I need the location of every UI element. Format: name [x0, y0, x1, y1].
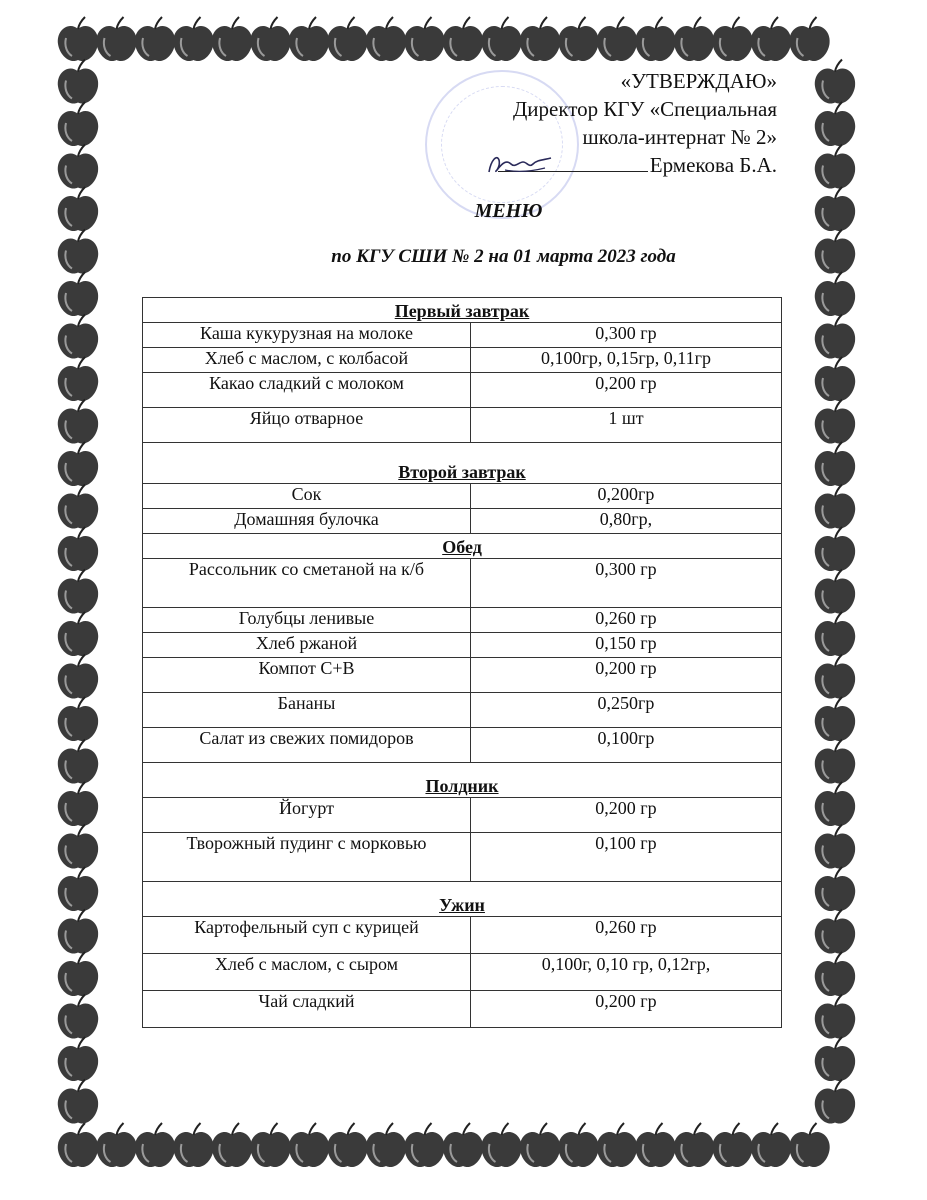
apple-icon	[712, 1123, 752, 1167]
menu-item-name: Творожный пудинг с морковью	[143, 833, 471, 882]
menu-item-name: Бананы	[143, 693, 471, 728]
apple-icon	[815, 867, 855, 911]
apple-icon	[58, 400, 98, 444]
signature-icon	[485, 150, 555, 180]
apple-icon	[815, 102, 855, 146]
apple-icon	[58, 655, 98, 699]
apple-icon	[815, 442, 855, 486]
section-title: Второй завтрак	[143, 443, 782, 484]
section-row	[143, 882, 782, 917]
apple-icon	[815, 60, 855, 104]
apple-icon	[58, 60, 98, 104]
apple-icon	[404, 17, 444, 61]
menu-item-name: Яйцо отварное	[143, 408, 471, 443]
apple-icon	[815, 272, 855, 316]
section-row	[143, 534, 782, 559]
apple-icon	[58, 825, 98, 869]
section-title: Обед	[143, 534, 782, 559]
apple-icon	[366, 1123, 406, 1167]
section-row	[143, 763, 782, 798]
apple-icon	[58, 357, 98, 401]
apple-icon	[815, 655, 855, 699]
menu-item-row	[143, 509, 782, 534]
apple-icon	[815, 612, 855, 656]
menu-item-quantity: 0,100гр	[471, 728, 782, 763]
approval-organization: школа-интернат № 2»	[582, 125, 777, 149]
menu-item-row	[143, 373, 782, 408]
apple-icon	[58, 612, 98, 656]
apple-icon	[815, 1080, 855, 1124]
apple-icon	[815, 570, 855, 614]
apple-icon	[58, 867, 98, 911]
apple-icon	[58, 272, 98, 316]
apple-icon	[815, 952, 855, 996]
apple-icon	[404, 1123, 444, 1167]
menu-item-name: Сок	[143, 484, 471, 509]
menu-item-quantity: 0,100гр, 0,15гр, 0,11гр	[471, 348, 782, 373]
apple-icon	[327, 1123, 367, 1167]
menu-item-quantity: 0,260 гр	[471, 608, 782, 633]
apple-icon	[481, 17, 521, 61]
apple-icon	[96, 1123, 136, 1167]
apple-icon	[635, 1123, 675, 1167]
menu-item-quantity: 0,200 гр	[471, 991, 782, 1028]
apple-icon	[58, 1080, 98, 1124]
apple-icon	[58, 995, 98, 1039]
apple-icon	[520, 17, 560, 61]
apple-icon	[58, 910, 98, 954]
apple-icon	[815, 995, 855, 1039]
apple-icon	[366, 17, 406, 61]
menu-item-row	[143, 559, 782, 608]
menu-item-name: Хлеб с маслом, с сыром	[143, 954, 471, 991]
apple-icon	[58, 1123, 98, 1167]
apple-icon	[481, 1123, 521, 1167]
apple-icon	[815, 485, 855, 529]
menu-item-row	[143, 323, 782, 348]
apple-icon	[815, 315, 855, 359]
menu-item-name: Хлеб ржаной	[143, 633, 471, 658]
menu-item-row	[143, 693, 782, 728]
apple-icon	[520, 1123, 560, 1167]
apple-icon	[289, 17, 329, 61]
section-row	[143, 298, 782, 323]
menu-item-name: Каша кукурузная на молоке	[143, 323, 471, 348]
menu-item-name: Картофельный суп с курицей	[143, 917, 471, 954]
approval-heading: «УТВЕРЖДАЮ»	[620, 69, 777, 93]
apple-icon	[327, 17, 367, 61]
apple-icon	[250, 17, 290, 61]
menu-item-row	[143, 991, 782, 1028]
apple-icon	[250, 1123, 290, 1167]
apple-icon	[815, 527, 855, 571]
apple-icon	[58, 145, 98, 189]
apple-icon	[751, 17, 791, 61]
apple-icon	[58, 697, 98, 741]
apple-icon	[58, 17, 98, 61]
apple-icon	[635, 17, 675, 61]
section-title: Полдник	[143, 763, 782, 798]
menu-item-quantity: 0,100г, 0,10 гр, 0,12гр,	[471, 954, 782, 991]
menu-item-row	[143, 633, 782, 658]
menu-subtitle: по КГУ СШИ № 2 на 01 марта 2023 года	[331, 246, 676, 267]
menu-item-row	[143, 798, 782, 833]
apple-icon	[674, 17, 714, 61]
apple-icon	[815, 910, 855, 954]
menu-item-quantity: 0,300 гр	[471, 323, 782, 348]
apple-icon	[443, 17, 483, 61]
apple-icon	[58, 102, 98, 146]
apple-icon	[58, 570, 98, 614]
menu-item-row	[143, 954, 782, 991]
menu-title: МЕНЮ	[474, 200, 543, 222]
apple-icon	[751, 1123, 791, 1167]
menu-item-row	[143, 917, 782, 954]
menu-item-quantity: 0,80гр,	[471, 509, 782, 534]
menu-item-row	[143, 484, 782, 509]
menu-table	[142, 297, 782, 1028]
apple-icon	[674, 1123, 714, 1167]
menu-item-quantity: 1 шт	[471, 408, 782, 443]
apple-icon	[597, 17, 637, 61]
apple-icon	[58, 740, 98, 784]
apple-icon	[173, 1123, 213, 1167]
apple-icon	[58, 442, 98, 486]
apple-icon	[597, 1123, 637, 1167]
menu-item-quantity: 0,150 гр	[471, 633, 782, 658]
apple-icon	[58, 782, 98, 826]
menu-item-row	[143, 658, 782, 693]
apple-icon	[789, 17, 829, 61]
approval-signer: Ермекова Б.А.	[649, 153, 777, 177]
menu-item-name: Домашняя булочка	[143, 509, 471, 534]
menu-item-name: Какао сладкий с молоком	[143, 373, 471, 408]
apple-icon	[815, 697, 855, 741]
apple-icon	[558, 1123, 598, 1167]
menu-item-quantity: 0,100 гр	[471, 833, 782, 882]
menu-item-quantity: 0,260 гр	[471, 917, 782, 954]
menu-item-row	[143, 348, 782, 373]
apple-icon	[58, 315, 98, 359]
menu-item-quantity: 0,200гр	[471, 484, 782, 509]
apple-icon	[58, 485, 98, 529]
apple-icon	[815, 1037, 855, 1081]
apple-icon	[58, 527, 98, 571]
apple-icon	[212, 17, 252, 61]
menu-item-name: Голубцы ленивые	[143, 608, 471, 633]
apple-icon	[815, 740, 855, 784]
apple-icon	[212, 1123, 252, 1167]
menu-item-quantity: 0,200 гр	[471, 658, 782, 693]
approval-position: Директор КГУ «Специальная	[512, 97, 777, 121]
apple-icon	[815, 400, 855, 444]
menu-item-quantity: 0,250гр	[471, 693, 782, 728]
section-title: Первый завтрак	[143, 298, 782, 323]
apple-icon	[815, 357, 855, 401]
menu-item-name: Компот С+В	[143, 658, 471, 693]
menu-item-name: Йогурт	[143, 798, 471, 833]
menu-item-quantity: 0,200 гр	[471, 798, 782, 833]
menu-item-name: Рассольник со сметаной на к/б	[143, 559, 471, 608]
menu-item-name: Салат из свежих помидоров	[143, 728, 471, 763]
apple-icon	[135, 1123, 175, 1167]
apple-icon	[558, 17, 598, 61]
apple-icon	[289, 1123, 329, 1167]
apple-icon	[712, 17, 752, 61]
apple-icon	[173, 17, 213, 61]
apple-icon	[815, 145, 855, 189]
apple-icon	[96, 17, 136, 61]
apple-icon	[135, 17, 175, 61]
menu-item-row	[143, 728, 782, 763]
apple-icon	[58, 952, 98, 996]
menu-item-row	[143, 408, 782, 443]
section-title: Ужин	[143, 882, 782, 917]
menu-item-name: Чай сладкий	[143, 991, 471, 1028]
section-row	[143, 443, 782, 484]
menu-item-row	[143, 608, 782, 633]
menu-item-quantity: 0,200 гр	[471, 373, 782, 408]
apple-icon	[58, 1037, 98, 1081]
menu-item-name: Хлеб с маслом, с колбасой	[143, 348, 471, 373]
apple-icon	[789, 1123, 829, 1167]
apple-icon	[443, 1123, 483, 1167]
menu-item-quantity: 0,300 гр	[471, 559, 782, 608]
apple-icon	[815, 782, 855, 826]
apple-icon	[815, 825, 855, 869]
menu-item-row	[143, 833, 782, 882]
